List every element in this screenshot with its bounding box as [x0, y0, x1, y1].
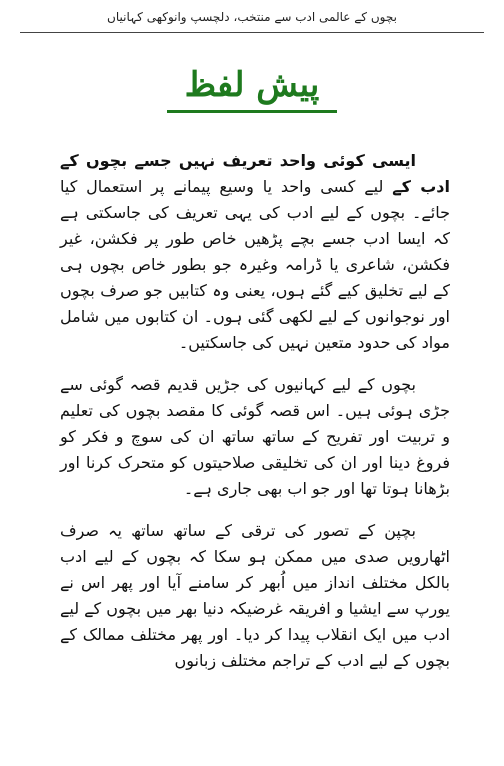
- paragraph-2: بچوں کے لیے کہانیوں کی جڑیں قدیم قصہ گوئی سے جڑی ہوئی ہیں۔ اس قصہ گوئی کا مقصد بچوں کی تعلیم و تربیت اور تفریح کے ساتھ ساتھ ان کی سوچ و فکر کو فروغ دینا اور ان کی تخلیقی صلاحیتوں کو متحرک کرنا اور بڑھانا ہوتا تھا اور جو اب بھی جاری ہے۔: [60, 375, 450, 498]
- paragraph-3: بچپن کے تصور کی ترقی کے ساتھ ساتھ یہ صرف اٹھارویں صدی میں ممکن ہو سکا کہ بچوں کے لیے ادب بالکل مختلف انداز میں اُبھر کر سامنے آیا اور پھر اس نے یورپ سے ایشیا و افریقہ غرضیکہ دنیا بھر میں بچوں کے لیے ادب میں ایک انقلاب پیدا کر دیا۔ اور پھر مختلف ممالک کے بچوں کے لیے ادب کے تراجم مختلف زبانوں: [60, 521, 450, 670]
- paragraph-1-text: لیے کسی واحد یا وسیع پیمانے پر استعمال کیا جائے۔ بچوں کے لیے ادب کی یہی تعریف کی جاسکتی ہے کہ ایسا ادب جسے بچے پڑھیں خاص طور پر فکشن، غیر فکشن، شاعری یا ڈرامہ وغیرہ جو بطور خاص بچوں ہی کے لیے تخلیق کیے گئے ہوں، یعنی وہ کتابیں جو صرف بچوں اور نوجوانوں کے لیے لکھی گئی ہوں۔ ان کتابوں میں شامل مواد کی حدود متعین نہیں کی جاسکتیں۔: [60, 177, 450, 352]
- running-header: بچوں کے عالمی ادب سے منتخب، دلچسپ وانوکھی کہانیاں: [107, 10, 397, 24]
- title-block: [0, 62, 504, 113]
- header-divider: [20, 32, 484, 33]
- paragraph-1: [60, 148, 450, 356]
- body-text: [60, 148, 450, 690]
- paragraph-1-lead: ایسی کوئی واحد تعریف نہیں جسے بچوں کے ادب کے: [60, 151, 451, 196]
- chapter-title: پیش لفظ: [167, 62, 338, 113]
